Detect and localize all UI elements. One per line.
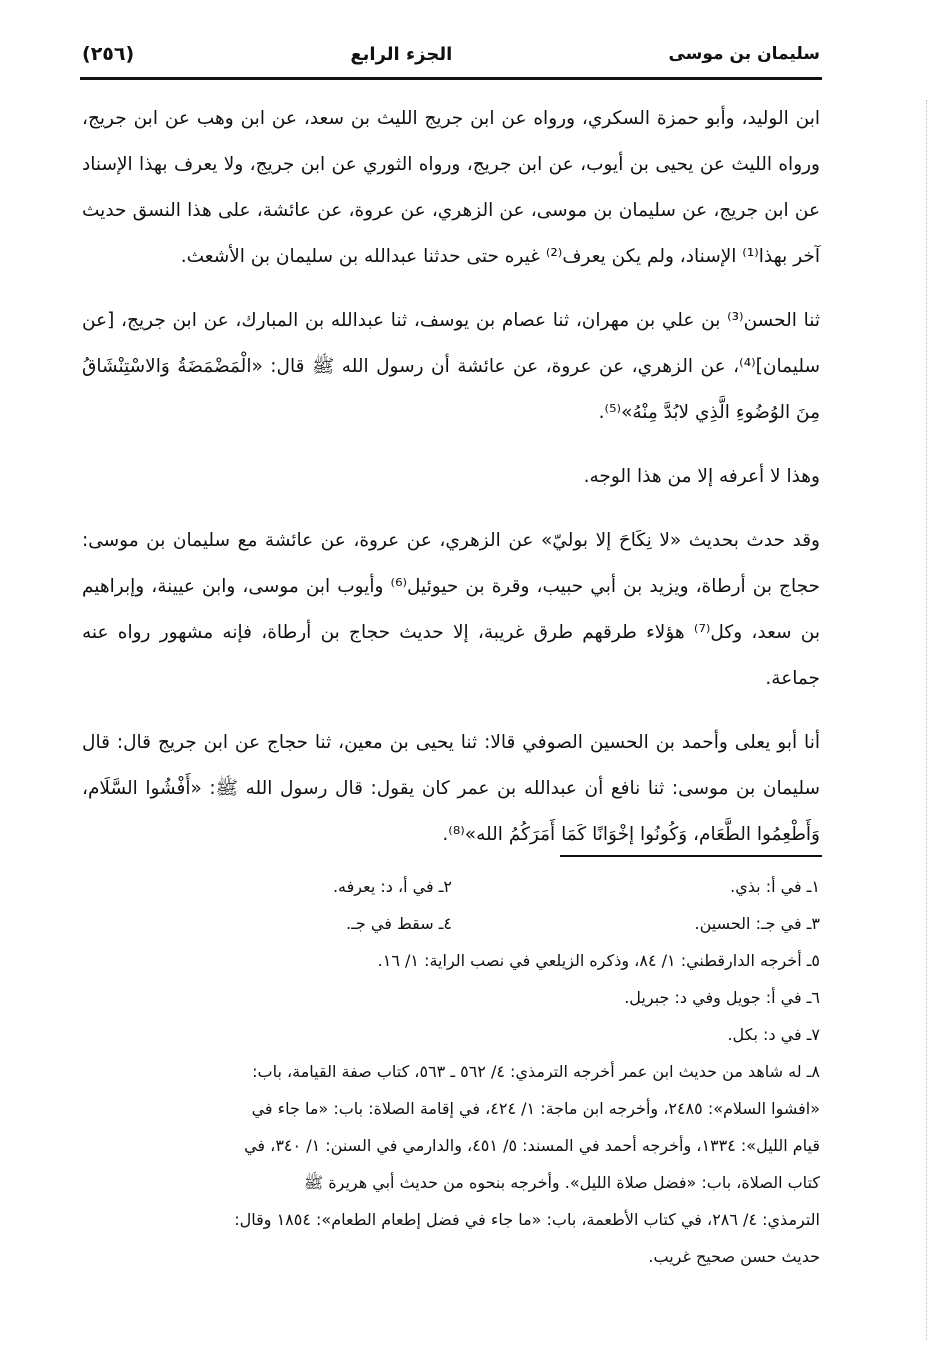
footnote-2: ٢ـ في أ، د: يعرفه.: [332, 877, 452, 896]
footnote-8-line: حديث حسن صحيح غريب.: [648, 1247, 820, 1266]
paragraph-5: أنا أبو يعلى وأحمد بن الحسين الصوفي قالا: ثنا يحيى بن معين، ثنا حجاج عن ابن جريج قال: قال سليمان بن موسى: ثنا نافع أن عبدالله بن عمر كان يقول: قال رسول الله ﷺ: «أَفْشُوا السَّلَام، وَأَطْعِمُوا الطَّعَام، وَكُونُوا إخْوَانًا كَمَا أَمَرَكُمُ الله»⁽⁸⁾.: [82, 732, 820, 845]
footnote-8-line: «افشوا السلام»: ٢٤٨٥، وأخرجه ابن ماجة: ١/ ٤٢٤، في إقامة الصلاة: باب: «ما جاء في: [251, 1099, 820, 1118]
paragraph-2: ثنا الحسن⁽³⁾ بن علي بن مهران، ثنا عصام بن يوسف، ثنا عبدالله بن المبارك، عن ابن جريج، [عن سليمان]⁽⁴⁾، عن الزهري، عن عروة، عن عائشة أن رسول الله ﷺ قال: «الْمَضْمَضَةُ وَالاسْتِنْشَاقُ مِنَ الوُضُوءِ الَّذِي لابُدَّ مِنْهُ»⁽⁵⁾.: [82, 310, 820, 423]
paragraph-3: وهذا لا أعرفه إلا من هذا الوجه.: [583, 466, 820, 487]
footnote-8-line: كتاب الصلاة، باب: «فضل صلاة الليل». وأخرجه بنحوه من حديث أبي هريرة ﷺ: [303, 1173, 820, 1192]
paragraph-1: ابن الوليد، وأبو حمزة السكري، ورواه عن ابن جريج الليث بن سعد، عن ابن وهب عن ابن جريج، ورواه الليث عن يحيى بن أيوب، عن ابن جريج، ورواه الثوري عن ابن جريج، ولا يعرف بهذا الإسناد عن ابن جريج، عن سليمان بن موسى، عن الزهري، عن عروة، عن عائشة، على هذا النسق حديث آخر بهذا⁽¹⁾ الإسناد، ولم يكن يعرف⁽²⁾ غيره حتى حدثنا عبدالله بن سليمان بن الأشعث.: [82, 108, 820, 267]
header-divider: [80, 77, 822, 80]
running-title: سليمان بن موسى: [668, 44, 820, 64]
main-text: [82, 96, 820, 876]
page-number: (٢٥٦): [82, 43, 135, 65]
footnote-8-line: قيام الليل»: ١٣٣٤، وأخرجه أحمد في المسند: ٥/ ٤٥١، والدارمي في السنن: ١/ ٣٤٠، في: [244, 1136, 820, 1155]
footnote-divider: [560, 855, 822, 857]
footnote-8-line: ٨ـ له شاهد من حديث ابن عمر أخرجه الترمذي: ٤/ ٥٦٢ ـ ٥٦٣، كتاب صفة القيامة، باب:: [252, 1062, 820, 1081]
footnote-5: ٥ـ أخرجه الدارقطني: ١/ ٨٤، وذكره الزيلعي في نصب الراية: ١/ ١٦.: [377, 951, 820, 970]
footnotes: [82, 868, 820, 1275]
footnote-6: ٦ـ في أ: جويل وفي د: جبريل.: [624, 988, 820, 1007]
footnote-1: ١ـ في أ: بذي.: [730, 877, 820, 896]
footnote-row: [82, 868, 820, 905]
footnote-8-line: الترمذي: ٤/ ٢٨٦، في كتاب الأطعمة، باب: «ما جاء في فضل إطعام الطعام»: ١٨٥٤ وقال:: [234, 1210, 820, 1229]
footnote-3: ٣ـ في جـ: الحسين.: [694, 914, 820, 933]
footnote-4: ٤ـ سقط في جـ.: [346, 914, 452, 933]
part-title: الجزء الرابع: [350, 43, 453, 65]
footnote-row: [82, 905, 820, 942]
footnote-8: [82, 1053, 820, 1275]
footnote-7: ٧ـ في د: بكل.: [727, 1025, 820, 1044]
scan-edge: [924, 100, 927, 1340]
paragraph-4: وقد حدث بحديث «لا نِكَاحَ إلا بوليّ» عن الزهري، عن عروة، عن عائشة مع سليمان بن موسى: حجاج بن أرطاة، ويزيد بن أبي حبيب، وقرة بن حيوئيل⁽⁶⁾ وأيوب ابن موسى، وابن عيينة، وإبراهيم بن سعد، وكل⁽⁷⁾ هؤلاء طرقهم طرق غريبة، إلا حديث حجاج بن أرطاة، فإنه مشهور رواه عنه جماعة.: [82, 530, 820, 689]
page-header: [82, 34, 820, 74]
